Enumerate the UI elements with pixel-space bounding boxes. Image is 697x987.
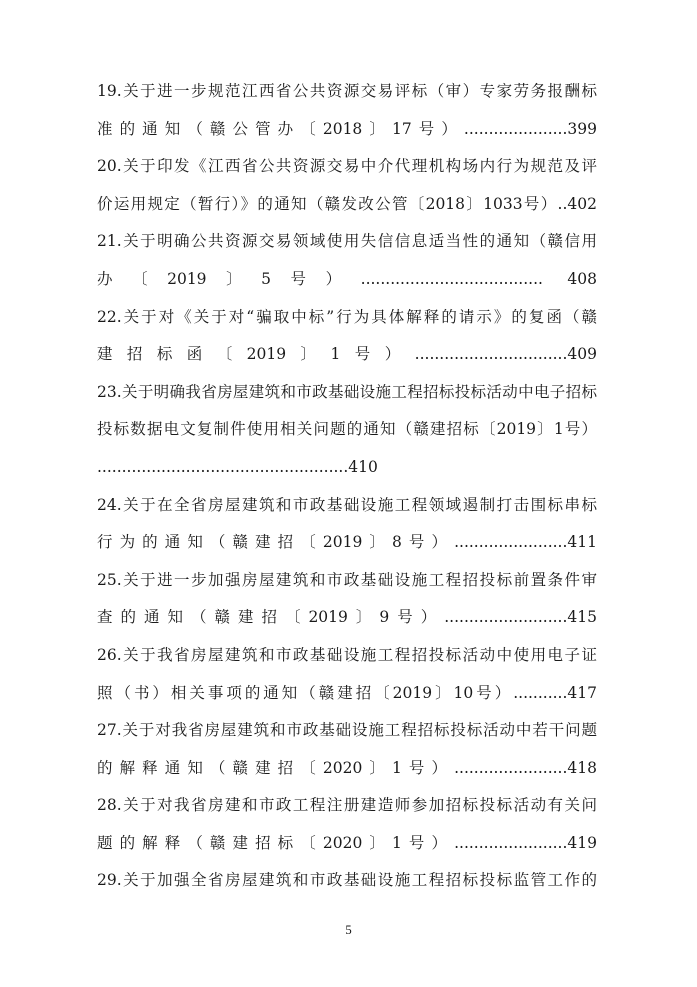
toc-entry-24-line-2[interactable]: 行为的通知（赣建招〔2019〕8号）.......................411 (97, 533, 597, 552)
toc-entry-19-line-1[interactable]: 19.关于进一步规范江西省公共资源交易评标（审）专家劳务报酬标 (97, 82, 597, 100)
toc-entry-22-line-2[interactable]: 建招标函〔2019〕1号）...............................409 (97, 345, 597, 364)
toc-entry-29-line-1[interactable]: 29.关于加强全省房屋建筑和市政基础设施工程招标投标监管工作的 (97, 871, 597, 890)
toc-entry-27-line-1[interactable]: 27.关于对我省房屋建筑和市政基础设施工程招标投标活动中若干问题 (97, 721, 597, 740)
toc-entry-28-line-2[interactable]: 题的解释（赣建招标〔2020〕1号）.......................419 (97, 833, 597, 852)
toc-entry-19-line-2[interactable]: 准的通知（赣公管办〔2018〕17号）.....................399 (97, 119, 597, 138)
toc-entry-28-line-1[interactable]: 28.关于对我省房建和市政工程注册建造师参加招标投标活动有关问 (97, 796, 597, 815)
toc-entry-25-line-1[interactable]: 25.关于进一步加强房屋建筑和市政基础设施工程招投标前置条件审 (97, 570, 597, 589)
toc-entry-23-line-2[interactable]: 投标数据电文复制件使用相关问题的通知（赣建招标〔2019〕1号） (97, 420, 597, 439)
toc-entry-26-line-1[interactable]: 26.关于我省房屋建筑和市政基础设施工程招投标活动中使用电子证 (97, 645, 597, 664)
toc-entry-27-line-2[interactable]: 的解释通知（赣建招〔2020〕1号）.......................418 (97, 758, 597, 777)
table-of-contents (97, 78, 597, 905)
toc-entry-21-line-2[interactable]: 办〔2019〕5号）..................................... 408 (97, 269, 597, 288)
toc-entry-22-line-1[interactable]: 22.关于对《关于对“骗取中标”行为具体解释的请示》的复函（赣 (97, 307, 597, 326)
toc-entry-23-line-1[interactable]: 23.关于明确我省房屋建筑和市政基础设施工程招标投标活动中电子招标 (97, 382, 597, 401)
toc-entry-24-line-1[interactable]: 24.关于在全省房屋建筑和市政基础设施工程领域遏制打击围标串标 (97, 495, 597, 514)
toc-entry-23-line-3[interactable]: ...................................................410 (97, 457, 378, 476)
page-number: 5 (345, 922, 352, 937)
toc-entry-20-line-2[interactable]: 价运用规定（暂行）》的通知（赣发改公管〔2018〕1033号）..402 (97, 194, 597, 213)
toc-entry-20-line-1[interactable]: 20.关于印发《江西省公共资源交易中介代理机构场内行为规范及评 (97, 157, 597, 176)
toc-entry-26-line-2[interactable]: 照（书）相关事项的通知（赣建招〔2019〕10号）...........417 (97, 683, 597, 702)
toc-entry-21-line-1[interactable]: 21.关于明确公共资源交易领域使用失信信息适当性的通知（赣信用 (97, 232, 597, 251)
toc-entry-25-line-2[interactable]: 查的通知（赣建招〔2019〕9号）.........................415 (97, 608, 597, 627)
